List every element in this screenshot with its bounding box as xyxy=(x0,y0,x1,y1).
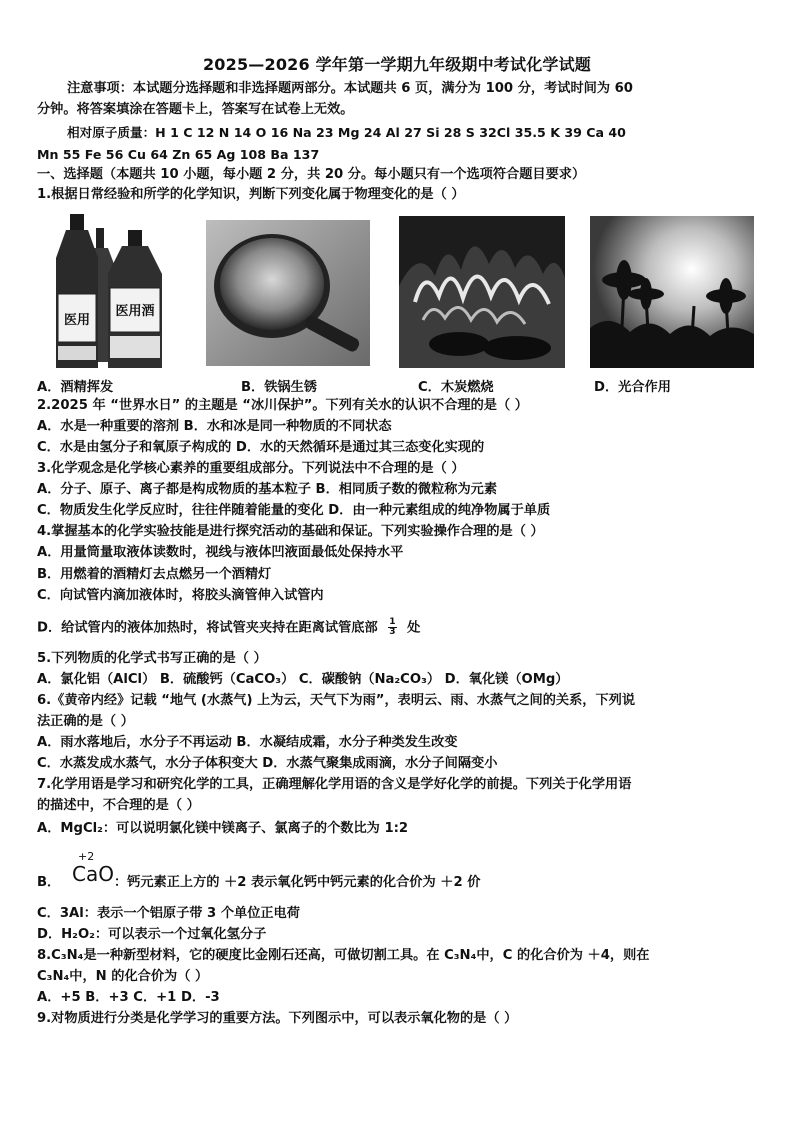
question-4-option-d xyxy=(37,618,759,638)
question-5-stem: 5.下列物质的化学式书写正确的是（ ） xyxy=(37,651,267,666)
question-4-option-b: B．用燃着的酒精灯去点燃另一个酒精灯 xyxy=(37,567,272,582)
question-4-option-c: C．向试管内滴加液体时，将胶头滴管伸入试管内 xyxy=(37,588,324,603)
notes-line-2: 分钟。将答案填涂在答题卡上，答案写在试卷上无效。 xyxy=(37,102,354,117)
question-7-stem-line-2: 的描述中，不合理的是（ ） xyxy=(37,798,200,813)
question-3-stem: 3.化学观念是化学核心素养的重要组成部分。下列说法中不合理的是（ ） xyxy=(37,461,465,476)
question-1-option-b: B．铁锅生锈 xyxy=(241,380,317,395)
question-6-options-cd: C．水蒸发成水蒸气，水分子体积变大 D．水蒸气聚集成雨滴，水分子间隔变小 xyxy=(37,756,498,771)
fraction-numerator: 1 xyxy=(389,617,396,627)
question-7-option-b-label: B． xyxy=(37,875,61,890)
rusty-wok-image xyxy=(206,220,370,366)
question-7-stem-line-1: 7.化学用语是学习和研究化学的工具，正确理解化学用语的含义是学好化学的前提。下列关于化学用语 xyxy=(37,777,632,792)
alcohol-bottles-image xyxy=(52,212,170,370)
question-8-options: A．+5 B．+3 C．+1 D．-3 xyxy=(37,990,220,1005)
question-3-options-ab: A．分子、原子、离子都是构成物质的基本粒子 B．相同质子数的微粒称为元素 xyxy=(37,482,498,497)
question-5-options: A．氯化铝（AlCl） B．硫酸钙（CaCO₃） C．碳酸钠（Na₂CO₃） D．氧化镁（OMg） xyxy=(37,672,569,687)
question-3-options-cd: C．物质发生化学反应时，往往伴随着能量的变化 D．由一种元素组成的纯净物属于单质 xyxy=(37,503,551,518)
exam-title: 2025—2026 学年第一学期九年级期中考试化学试题 xyxy=(202,55,592,74)
question-1-option-d: D．光合作用 xyxy=(594,380,671,395)
question-1-option-a: A．酒精挥发 xyxy=(37,380,114,395)
valence-superscript: +2 xyxy=(78,850,95,863)
atomic-mass-line-2: Mn 55 Fe 56 Cu 64 Zn 65 Ag 108 Ba 137 xyxy=(37,147,320,162)
question-9-stem: 9.对物质进行分类是化学学习的重要方法。下列图示中，可以表示氧化物的是（ ） xyxy=(37,1011,518,1026)
section-heading: 一、选择题（本题共 10 小题，每小题 2 分，共 20 分。每小题只有一个选项符合题目要求） xyxy=(37,167,586,182)
question-1-stem: 1.根据日常经验和所学的化学知识，判断下列变化属于物理变化的是（ ） xyxy=(37,187,465,202)
svg-text:医用酒: 医用酒 xyxy=(115,304,155,319)
question-6-options-ab: A．雨水落地后，水分子不再运动 B．水凝结成霜，水分子种类发生改变 xyxy=(37,735,458,750)
notes-line-1: 注意事项：本试题分选择题和非选择题两部分。本试题共 6 页，满分为 100 分，考试时间为 60 xyxy=(67,81,633,96)
question-7-option-d: D．H₂O₂：可以表示一个过氧化氢分子 xyxy=(37,927,267,942)
question-2-stem: 2.2025 年 “世界水日” 的主题是 “冰川保护”。下列有关水的认识不合理的是（ ） xyxy=(37,398,528,413)
photosynthesis-plants-image xyxy=(590,216,754,368)
question-6-stem-line-2: 法正确的是（ ） xyxy=(37,714,134,729)
question-2-options-cd: C．水是由氢分子和氧原子构成的 D．水的天然循环是通过其三态变化实现的 xyxy=(37,440,485,455)
burning-charcoal-image xyxy=(399,216,565,368)
question-4-option-d-suffix: 处 xyxy=(407,620,421,636)
cao-formula: CaO xyxy=(72,862,114,886)
question-7-option-c: C．3Al：表示一个铝原子带 3 个单位正电荷 xyxy=(37,906,300,921)
question-1-option-c: C．木炭燃烧 xyxy=(418,380,494,395)
one-third-fraction xyxy=(388,618,396,637)
question-4-stem: 4.掌握基本的化学实验技能是进行探究活动的基础和保证。下列实验操作合理的是（ ） xyxy=(37,524,544,539)
question-7-option-a: A．MgCl₂：可以说明氯化镁中镁离子、氯离子的个数比为 1:2 xyxy=(37,821,409,836)
fraction-denominator: 3 xyxy=(389,627,396,637)
atomic-mass-line-1: 相对原子质量：H 1 C 12 N 14 O 16 Na 23 Mg 24 Al 27 Si 28 S 32Cl 35.5 K 39 Ca 40 xyxy=(67,125,626,140)
question-4-option-d-text: D．给试管内的液体加热时，将试管夹夹持在距离试管底部 xyxy=(37,620,378,636)
question-7-option-b-text: ：钙元素正上方的 ＋2 表示氧化钙中钙元素的化合价为 ＋2 价 xyxy=(114,875,481,890)
question-8-stem-line-1: 8.C₃N₄是一种新型材料，它的硬度比金刚石还高，可做切割工具。在 C₃N₄中，C 的化合价为 ＋4，则在 xyxy=(37,948,650,963)
question-6-stem-line-1: 6.《黄帝内经》记载 “地气 (水蒸气) 上为云，天气下为雨”，表明云、雨、水蒸气之间的关系，下列说 xyxy=(37,693,636,708)
question-8-stem-line-2: C₃N₄中，N 的化合价为（ ） xyxy=(37,969,209,984)
question-2-options-ab: A．水是一种重要的溶剂 B．水和冰是同一种物质的不同状态 xyxy=(37,419,392,434)
svg-text:医用: 医用 xyxy=(63,313,91,328)
question-4-option-a: A．用量筒量取液体读数时，视线与液体凹液面最低处保持水平 xyxy=(37,545,404,560)
